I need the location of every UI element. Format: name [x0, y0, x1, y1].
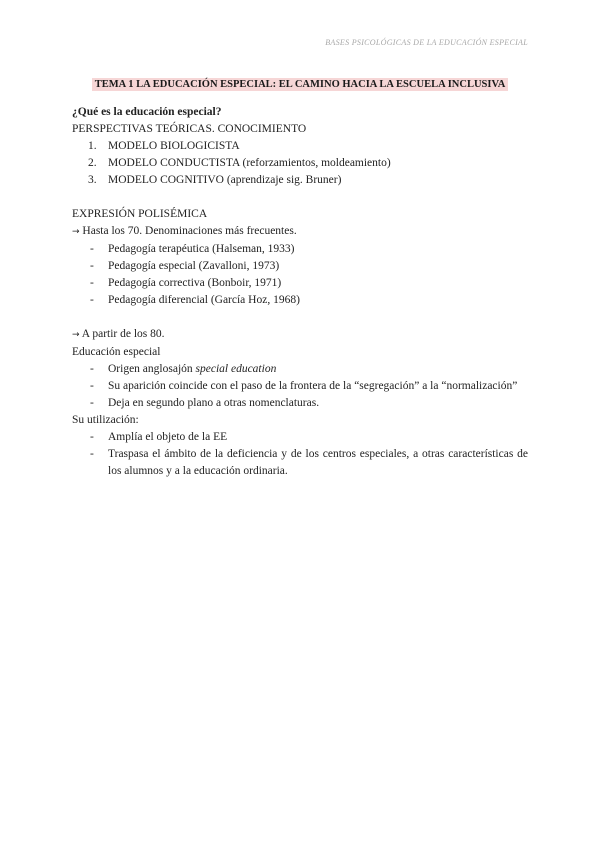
subheading-text: Hasta los 70. Denominaciones más frecuentes.	[82, 225, 297, 237]
dash-bullet: -	[90, 260, 94, 272]
list-item	[72, 429, 528, 446]
list-text: Su aparición coincide con el paso de la frontera de la “segregación” a la “normalización”	[108, 380, 518, 392]
list-item	[72, 275, 528, 292]
list-item	[72, 395, 528, 412]
dash-bullet: -	[90, 448, 94, 460]
dash-bullet: -	[90, 277, 94, 289]
list-text: Origen anglosajón	[108, 363, 196, 375]
list-text: Pedagogía terapéutica (Halseman, 1933)	[108, 243, 295, 255]
list-number: 2.	[88, 157, 97, 169]
list-item	[72, 292, 528, 309]
italic-term: special education	[195, 363, 277, 375]
expresion-subheading	[72, 223, 528, 241]
list-item	[72, 138, 528, 155]
list-number: 3.	[88, 174, 97, 186]
denominaciones-list	[72, 241, 528, 309]
perspectivas-list	[72, 138, 528, 189]
list-item	[72, 446, 528, 480]
list-text: Pedagogía correctiva (Bonboir, 1971)	[108, 277, 282, 289]
a-partir-heading	[72, 326, 528, 344]
list-text: Amplía el objeto de la EE	[108, 431, 228, 443]
educacion-especial-list	[72, 361, 528, 412]
heading-text: A partir de los 80.	[81, 328, 165, 340]
document-title: TEMA 1 LA EDUCACIÓN ESPECIAL: EL CAMINO HACIA LA ESCUELA INCLUSIVA	[92, 78, 509, 91]
list-text: Traspasa el ámbito de la deficiencia y de los centros especiales, a otras características de los alumnos y a la educación ordinaria.	[108, 448, 528, 477]
list-item	[72, 378, 528, 395]
list-text: Pedagogía especial (Zavalloni, 1973)	[108, 260, 280, 272]
list-item	[72, 241, 528, 258]
perspectivas-heading: PERSPECTIVAS TEÓRICAS. CONOCIMIENTO	[72, 123, 307, 135]
expresion-heading: EXPRESIÓN POLISÉMICA	[72, 208, 208, 220]
section-question: ¿Qué es la educación especial?	[72, 106, 222, 118]
educacion-especial-label: Educación especial	[72, 346, 161, 358]
page-header: BASES PSICOLÓGICAS DE LA EDUCACIÓN ESPECIAL	[325, 38, 528, 47]
list-text: Deja en segundo plano a otras nomenclaturas.	[108, 397, 320, 409]
list-number: 1.	[88, 140, 97, 152]
title-container	[0, 74, 600, 92]
list-text: Pedagogía diferencial (García Hoz, 1968)	[108, 294, 300, 306]
dash-bullet: -	[90, 380, 94, 392]
utilizacion-list	[72, 429, 528, 480]
list-text: MODELO CONDUCTISTA (reforzamientos, moldeamiento)	[108, 157, 391, 169]
arrow-icon: →	[72, 330, 80, 340]
list-text: MODELO BIOLOGICISTA	[108, 140, 240, 152]
list-item	[72, 155, 528, 172]
list-item	[72, 172, 528, 189]
list-item	[72, 258, 528, 275]
arrow-icon: →	[72, 227, 80, 237]
list-item	[72, 361, 528, 378]
dash-bullet: -	[90, 397, 94, 409]
utilizacion-heading: Su utilización:	[72, 414, 139, 426]
dash-bullet: -	[90, 294, 94, 306]
dash-bullet: -	[90, 431, 94, 443]
dash-bullet: -	[90, 243, 94, 255]
list-text: MODELO COGNITIVO (aprendizaje sig. Bruner)	[108, 174, 342, 186]
dash-bullet: -	[90, 363, 94, 375]
document-body	[72, 104, 528, 480]
